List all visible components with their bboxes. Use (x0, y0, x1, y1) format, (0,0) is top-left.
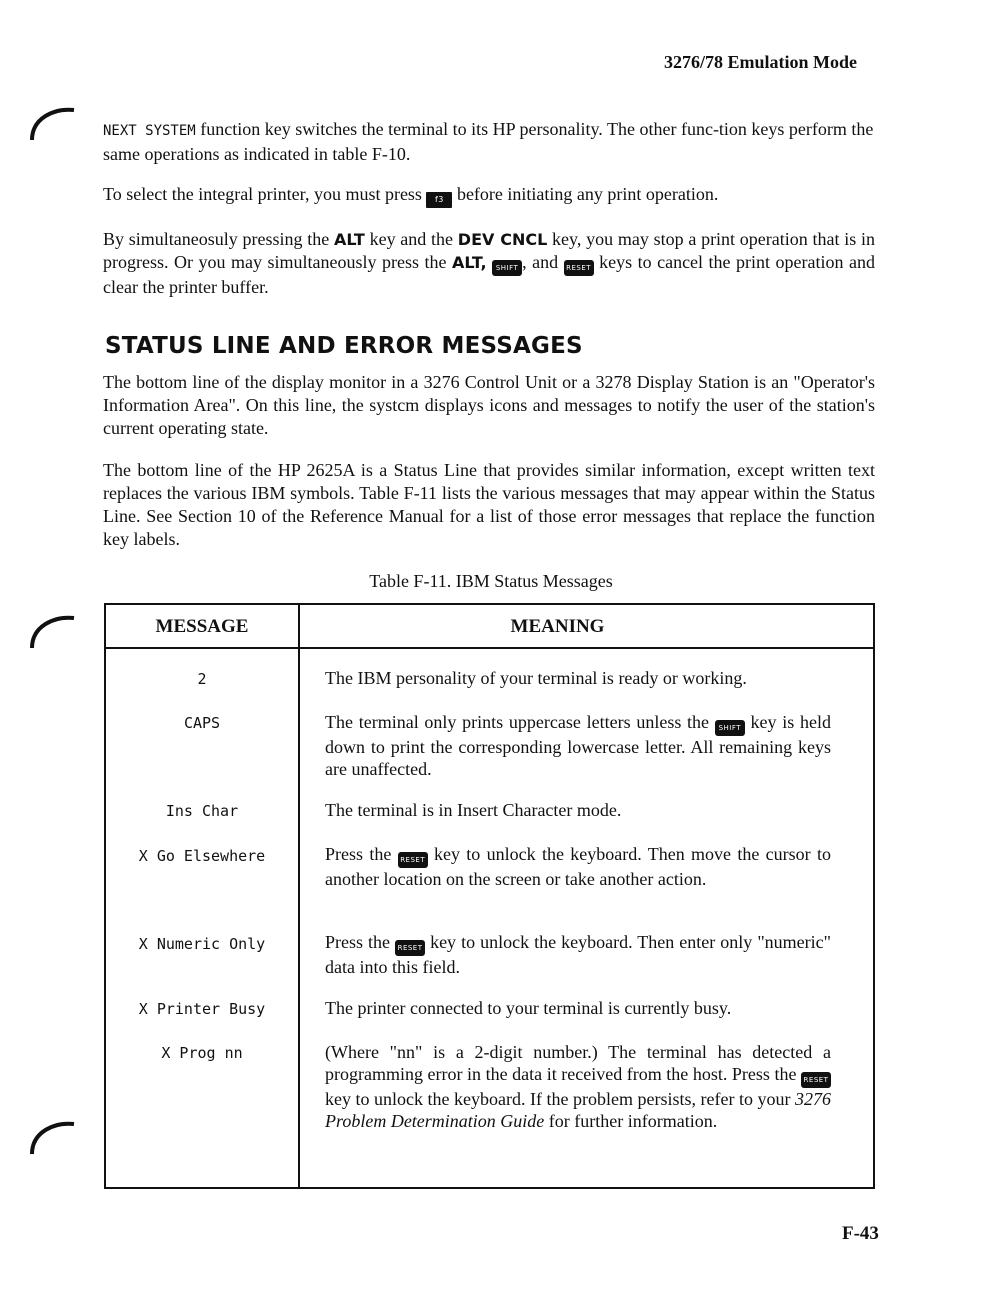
table-row-meaning: Press the RESET key to unlock the keyboard. Then enter only "numeric" data into this field. (325, 932, 831, 977)
page-header: 3276/78 Emulation Mode (664, 52, 858, 72)
reset-key-icon: RESET (395, 940, 425, 956)
table-row-meaning: The terminal only prints uppercase letters unless the SHIFT key is held down to print the corresponding lowercase letter. All remaining keys are unaffected. (325, 712, 831, 779)
table-row-message: X Go Elsewhere (138, 847, 266, 865)
reset-key-icon: RESET (398, 852, 428, 868)
table-row-meaning: The printer connected to your terminal is currently busy. (325, 998, 732, 1018)
column-header-meaning: MEANING (510, 616, 605, 637)
binder-hole-mark (24, 612, 84, 652)
section-heading: STATUS LINE AND ERROR MESSAGES (105, 333, 583, 359)
paragraph-printer: To select the integral printer, you must press f3 before initiating any print operation. (103, 183, 875, 208)
table-caption: Table F-11. IBM Status Messages (369, 571, 613, 591)
paragraph-status-line: The bottom line of the HP 2625A is a Status Line that provides similar information, except written text replaces the various IBM symbols. Table F-11 lists the various messages that may appear within the Status Line. See Section 10 of the Reference Manual for a list of those error messages that replace the function key labels. (103, 460, 875, 549)
table-row-meaning: The terminal is in Insert Character mode. (325, 800, 622, 820)
alt-key-name: ALT, (451, 253, 487, 272)
guide-title: 3276 Problem Determination Guide (325, 1089, 831, 1131)
shift-key-icon: SHIFT (715, 720, 745, 736)
binder-hole-mark (24, 1118, 84, 1158)
page-number: F-43 (842, 1223, 879, 1244)
table-row-message: 2 (197, 670, 207, 688)
table-row-message: CAPS (183, 714, 221, 732)
reset-key-icon: RESET (564, 260, 594, 276)
binder-hole-mark (24, 104, 84, 144)
shift-key-icon: SHIFT (492, 260, 522, 276)
column-header-message: MESSAGE (155, 616, 249, 637)
table-row-message: X Printer Busy (138, 1000, 266, 1018)
alt-key-name: ALT (333, 230, 365, 249)
paragraph-operator-area: The bottom line of the display monitor in a 3276 Control Unit or a 3278 Display Station is an "Operator's Information Area". On this line, the systcm displays icons and messages to notify the user of the station's current operating state. (103, 372, 875, 438)
table-header-divider (104, 647, 875, 649)
next-system-key-name: NEXT SYSTEM (103, 123, 196, 139)
paragraph-next-system: NEXT SYSTEM function key switches the terminal to its HP personality. The other func-tion keys perform the same operations as indicated in table F-10. (103, 119, 874, 164)
table-column-divider (298, 603, 300, 1189)
table-row-meaning: Press the RESET key to unlock the keyboard. Then move the cursor to another location on the screen or take another action. (325, 844, 831, 889)
paragraph-cancel-print: By simultaneosuly pressing the ALT key and the DEV CNCL key, you may stop a print operation that is in progress. Or you may simultaneously press the ALT, SHIFT , and RESET keys to cancel the print operation and clear the printer buffer. (103, 229, 876, 297)
table-row-message: Ins Char (165, 802, 239, 820)
table-row-message: X Prog nn (161, 1044, 243, 1062)
table-row-message: X Numeric Only (138, 935, 266, 953)
reset-key-icon: RESET (801, 1072, 831, 1088)
dev-cncl-key-name: DEV CNCL (457, 230, 548, 249)
table-row-meaning: (Where "nn" is a 2-digit number.) The terminal has detected a programming error in the data it received from the host. Press the RESET key to unlock the keyboard. If the problem persists, refer to your 3276 Problem Determination Guide for further information. (325, 1042, 831, 1131)
f3-key-icon: f3 (426, 192, 452, 208)
table-row-meaning: The IBM personality of your terminal is ready or working. (325, 668, 747, 688)
